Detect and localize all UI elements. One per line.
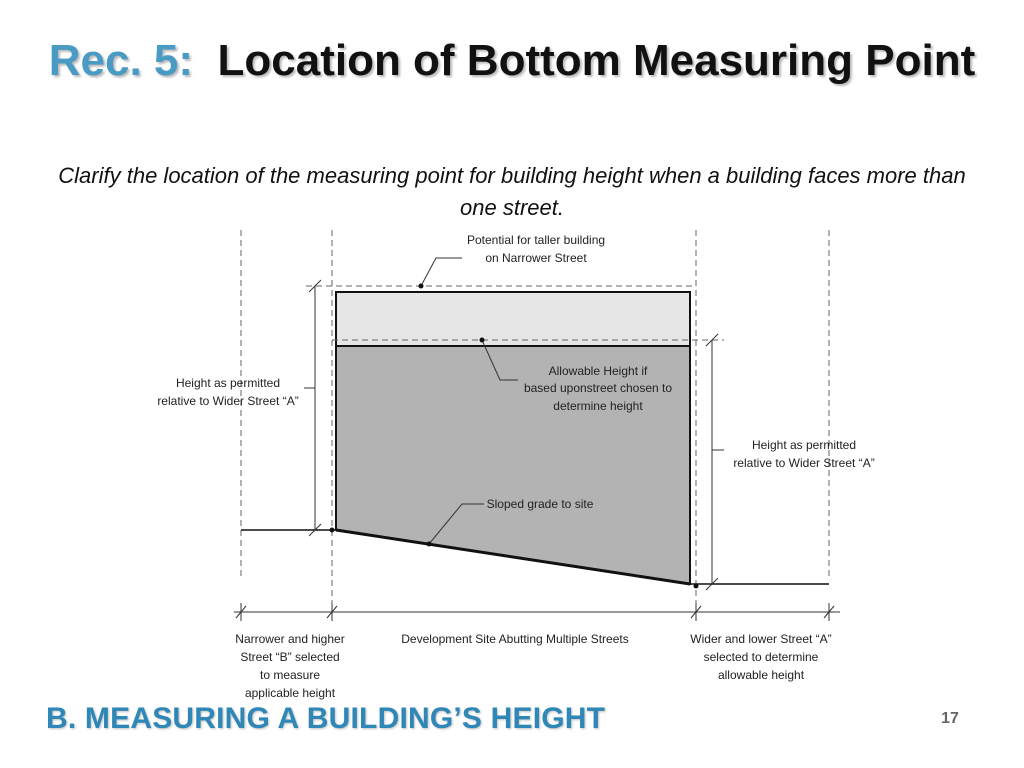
potential-label-line2: on Narrower Street [485,251,587,265]
height-left-label-line2: relative to Wider Street “A” [157,394,299,408]
allowable-label-line3: determine height [553,399,643,413]
potential-label-line1: Potential for taller building [466,233,606,247]
slide-subtitle: Clarify the location of the measuring point for building height when a building faces more than one street. [58,163,966,220]
page-number: 17 [941,710,959,727]
bottom-left-label-line2: Street “B” selected [240,650,340,664]
bottom-right-label-line2: selected to determine [703,650,819,664]
section-footer: B. MEASURING A BUILDING’S HEIGHT [46,702,606,735]
height-right-label-line2: relative to Wider Street “A” [733,456,875,470]
bottom-right-label-line1: Wider and lower Street “A” [690,632,832,646]
height-left-label-line1: Height as permitted [175,376,281,390]
left-height-dimension [304,280,321,536]
right-height-dimension [706,334,724,590]
allowable-label-line2: based uponstreet chosen to [523,381,673,395]
title-main: Location of Bottom Measuring Point [217,36,976,85]
bottom-right-label-line3: allowable height [717,668,805,682]
site-width-dimension [234,603,840,621]
bottom-left-label-line3: to measure [259,668,321,682]
bottom-center-label: Development Site Abutting Multiple Streets [401,632,629,646]
bottom-left-label-line1: Narrower and higher [235,632,345,646]
height-right-label-line1: Height as permitted [751,438,857,452]
allowable-label-line1: Allowable Height if [548,364,648,378]
potential-height-block [336,292,690,346]
sloped-grade-label: Sloped grade to site [486,497,594,511]
bottom-left-label-line4: applicable height [244,686,336,700]
title-prefix: Rec. 5: [48,36,194,85]
